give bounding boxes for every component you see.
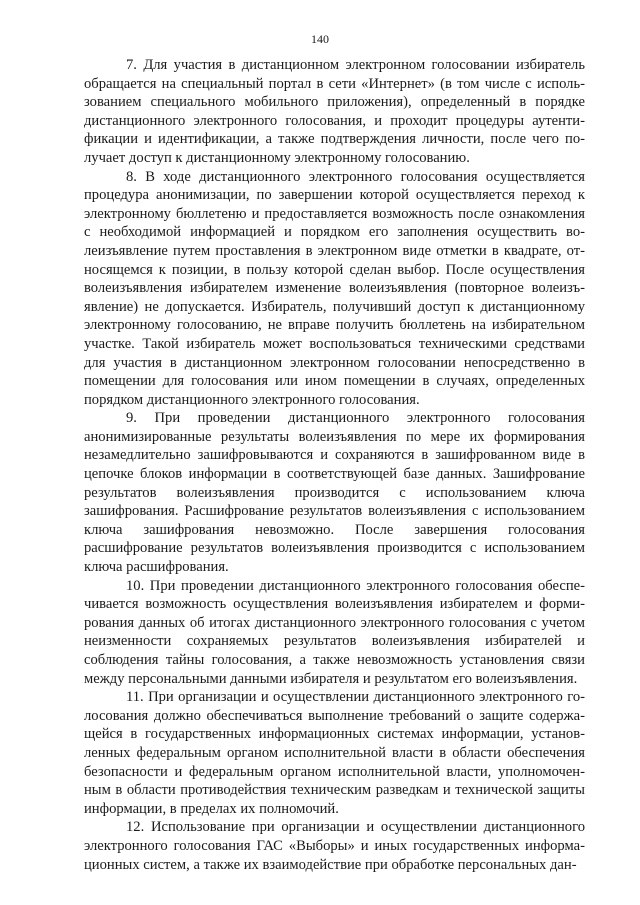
paragraph-10: 10. При проведении дистанционного электронного голосования обеспечивается возможность осуществления волеизъявления избирателем и формирования данных об итогах дистанционного электронного голосования с учетом неизменности сохраняемых результатов волеизъявления избирателей и соблюдения тайны голосования, а также невозможность установления связи между персональными данными избирателя и результатом его волеизъявления. <box>84 577 585 687</box>
page-number: 140 <box>311 32 329 46</box>
paragraph-9: 9. При проведении дистанционного электронного голосования анонимизированные результаты волеизъявления по мере их формирования незамедлительно зашифровываются и сохраняются в зашифрованном виде в цепочке блоков информации в соответствующей базе данных. Зашифрование результатов волеизъявления производится с использованием ключа зашифрования. Расшифрование результатов волеизъявления с использованием ключа зашифрования невозможно. После завершения голосования расшифрование результатов волеизъявления производится с использованием ключа расшифрования. <box>84 410 585 576</box>
paragraph-7: 7. Для участия в дистанционном электронном голосовании избиратель обращается на специальный портал в сети «Интернет» (в том числе с использованием специального мобильного приложения), определенный в порядке дистанционного электронного голосования, и проходит процедуры аутентификации и идентификации, а также подтверждения личности, после чего получает доступ к дистанционному электронному голосованию. <box>84 57 585 166</box>
paragraph-11: 11. При организации и осуществлении дистанционного электронного голосования должно обеспечиваться выполнение требований о защите содержащейся в государственных информационных системах информации, установленных федеральным органом исполнительной власти в области обеспечения безопасности и федеральным органом исполнительной власти, уполномоченным в области противодействия техническим разведкам и технической защиты информации, в пределах их полномочий. <box>84 689 585 817</box>
paragraph-8: 8. В ходе дистанционного электронного голосования осуществляется процедура анонимизации, по завершении которой осуществляется переход к электронному бюллетеню и предоставляется возможность после ознакомления с необходимой информацией и порядком его заполнения осуществить волеизъявление путем проставления в электронном виде отметки в квадрате, относящемся к позиции, в пользу которой сделан выбор. После осуществления волеизъявления избирателем изменение волеизъявления (повторное волеизъявление) не допускается. Избиратель, получивший доступ к дистанционному электронному голосованию, не вправе получить бюллетень на избирательном участке. Такой избиратель может воспользоваться техническими средствами для участия в дистанционном электронном голосовании непосредственно в помещении для голосования или ином помещении в случаях, определенных порядком дистанционного электронного голосования. <box>84 168 585 408</box>
document-body <box>84 56 585 874</box>
paragraph-12: 12. Использование при организации и осуществлении дистанционного электронного голосования ГАС «Выборы» и иных государственных информационных систем, а также их взаимодействие при обработке персональных дан- <box>84 819 585 873</box>
